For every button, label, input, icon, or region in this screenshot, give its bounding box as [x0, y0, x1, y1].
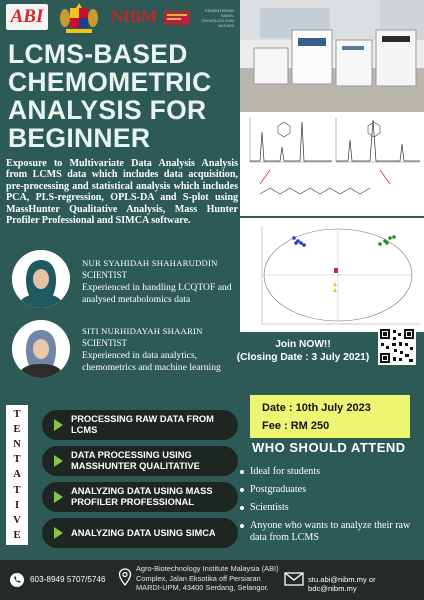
lab-equipment-photo: [240, 0, 424, 112]
who-should-attend-list: [238, 466, 422, 550]
speaker-2-role: SCIENTIST: [82, 338, 127, 348]
speaker-1-name: NUR SYAHIDAH SHAHARUDDIN: [82, 258, 218, 268]
kementerian-emblem-icon: [164, 11, 190, 25]
address-text: Agro-Biotechnology Institute Malaysia (ABI) Complex, Jalan Eksotika off Persiaran MARDI-UPM, 43400 Serdang, Selangor.: [136, 564, 279, 592]
tentative-letter: E: [13, 529, 21, 541]
mail-icon: [284, 572, 304, 586]
join-notice: [228, 338, 378, 364]
tentative-letter: V: [13, 514, 21, 526]
arrow-right-icon: [54, 491, 63, 503]
tentative-letter: I: [14, 499, 20, 511]
qr-code-icon[interactable]: [378, 327, 416, 365]
kementerian-logo: [164, 8, 234, 28]
speaker-1-role: SCIENTIST: [82, 270, 127, 280]
kementerian-line-1: KEMENTERIAN SAINS,: [205, 8, 234, 18]
phone-icon: [10, 573, 24, 587]
arrow-right-icon: [54, 455, 63, 467]
tentative-step-1: [42, 410, 238, 440]
event-date: Date : 10th July 2023: [262, 402, 371, 414]
event-fee: Fee : RM 250: [262, 420, 330, 432]
tentative-step-3-label: ANALYZING DATA USING MASS PROFILER PROFESSIONAL: [71, 486, 213, 507]
closing-date-text: (Closing Date : 3 July 2021): [236, 352, 370, 363]
tentative-step-4-label: ANALYZING DATA USING SIMCA: [71, 527, 216, 538]
tentative-letter: T: [13, 484, 21, 496]
list-item: Anyone who wants to analyze their raw data from LCMS: [238, 520, 422, 544]
who-should-attend-title: WHO SHOULD ATTEND: [252, 440, 406, 455]
phone-number[interactable]: 603-8949 5707/5746: [30, 575, 106, 584]
list-item: Postgraduates: [238, 484, 422, 496]
page-title: LCMS-BASED CHEMOMETRIC ANALYSIS FOR BEGINNER: [8, 39, 212, 153]
pca-score-plot-image: [240, 218, 424, 332]
abi-logo: ABI: [6, 4, 48, 30]
tentative-letter: T: [13, 454, 21, 466]
kementerian-text: [194, 8, 234, 28]
speaker-2-name: SITI NURHIDAYAH SHAARIN: [82, 326, 203, 336]
tentative-letter: E: [13, 424, 21, 436]
speaker-1-description: Experienced in handling LCQTOF and analysed metabolomics data: [82, 282, 232, 305]
tentative-step-1-label: PROCESSING RAW DATA FROM LCMS: [71, 414, 214, 435]
tentative-letter: A: [13, 469, 21, 481]
tentative-step-2-label: DATA PROCESSING USING MASSHUNTER QUALITATIVE: [71, 450, 200, 471]
kementerian-line-2: TEKNOLOGI DAN INOVASI: [201, 18, 234, 28]
arrow-right-icon: [54, 527, 63, 539]
arrow-right-icon: [54, 419, 63, 431]
list-item: Ideal for students: [238, 466, 422, 478]
tentative-step-3: [42, 482, 238, 512]
chromatogram-image: [240, 112, 424, 216]
list-item: Scientists: [238, 502, 422, 514]
tentative-label: [6, 405, 28, 545]
tentative-letter: N: [13, 439, 21, 451]
tentative-step-4: [42, 518, 238, 548]
tentative-letter: T: [13, 409, 21, 421]
event-date-box: [250, 395, 410, 438]
speaker-2-description: Experienced in data analytics, chemometrics and machine learning: [82, 350, 221, 373]
email-address[interactable]: stu.abi@nibm.my or bdc@nibm.my: [308, 575, 376, 593]
intro-paragraph: Exposure to Multivariate Data Analysis Analysis from LCMS data which includes data acquisition, pre-processing and statistical analysis which includes PCA, PLS-regression, OPLS-DA and S-plot using MassHunter Qualitative Analysis, Mass Hunter Profiler Professional and SIMCA software.: [6, 158, 238, 227]
nibm-logo: NIBM: [110, 7, 158, 26]
speaker-1: [82, 258, 242, 305]
speaker-1-avatar: [12, 250, 70, 308]
speaker-2-avatar: [12, 320, 70, 378]
join-now-text: Join NOW!!: [275, 339, 331, 350]
malaysia-crest-logo: [56, 2, 102, 34]
speaker-2: [82, 326, 242, 373]
footer: [0, 560, 424, 600]
tentative-step-2: [42, 446, 238, 476]
location-pin-icon: [118, 568, 132, 586]
